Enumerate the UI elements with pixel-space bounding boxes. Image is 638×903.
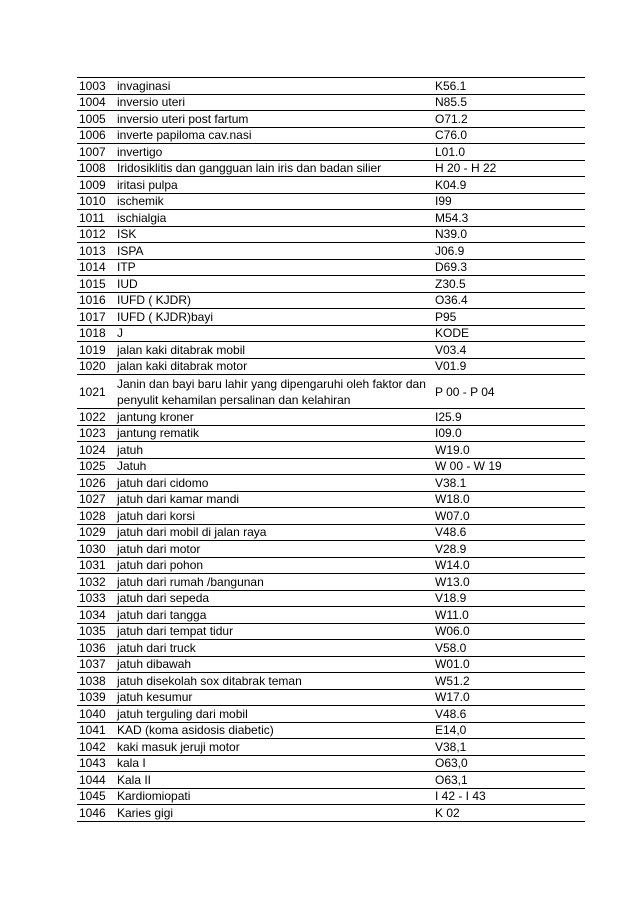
icd-code: W 00 - W 19 [431,458,585,475]
icd-code: N85.5 [431,94,585,111]
icd-code: P95 [431,309,585,326]
diagnosis-term: jatuh [113,442,431,459]
diagnosis-term-text: Janin dan bayi baru lahir yang dipengaruhi oleh faktor dan penyulit kehamilan persalinan dan kelahiran [117,376,426,407]
table-row [77,325,585,342]
diagnosis-term: jatuh disekolah sox ditabrak teman [113,673,431,690]
table-row [77,508,585,525]
row-number: 1016 [77,292,113,309]
row-number: 1014 [77,259,113,276]
icd-code: C76.0 [431,127,585,144]
table-row [77,673,585,690]
diagnosis-term: IUD [113,276,431,293]
diagnosis-term: jatuh dari kamar mandi [113,491,431,508]
table-row [77,623,585,640]
table-row [77,706,585,723]
icd-code: D69.3 [431,259,585,276]
row-number: 1020 [77,358,113,375]
table-row [77,557,585,574]
row-number: 1037 [77,656,113,673]
table-row [77,276,585,293]
diagnosis-term: iritasi pulpa [113,177,431,194]
table-row [77,144,585,161]
table-row [77,541,585,558]
row-number: 1007 [77,144,113,161]
icd-code: V28.9 [431,541,585,558]
table-row [77,127,585,144]
icd-code: W11.0 [431,607,585,624]
row-number: 1005 [77,111,113,128]
row-number: 1033 [77,590,113,607]
row-number: 1045 [77,788,113,805]
table-row [77,607,585,624]
row-number: 1038 [77,673,113,690]
row-number: 1031 [77,557,113,574]
row-number: 1009 [77,177,113,194]
table-row [77,772,585,789]
table-row [77,689,585,706]
row-number: 1046 [77,805,113,822]
row-number: 1021 [77,375,113,409]
row-number: 1036 [77,640,113,657]
diagnosis-term: ischemik [113,193,431,210]
icd-code: W13.0 [431,574,585,591]
diagnosis-term: IUFD ( KJDR) [113,292,431,309]
icd-code: KODE [431,325,585,342]
row-number: 1018 [77,325,113,342]
table-row [77,491,585,508]
diagnosis-term: kala I [113,755,431,772]
icd-code: L01.0 [431,144,585,161]
icd-code: I99 [431,193,585,210]
row-number: 1029 [77,524,113,541]
row-number: 1013 [77,243,113,260]
table-row [77,358,585,375]
table-row [77,342,585,359]
diagnosis-code-table [77,77,585,822]
diagnosis-term: Kardiomiopati [113,788,431,805]
diagnosis-term: kaki masuk jeruji motor [113,739,431,756]
table-row [77,656,585,673]
table-row [77,590,585,607]
diagnosis-term: jantung kroner [113,409,431,426]
icd-code: W01.0 [431,656,585,673]
icd-code: K04.9 [431,177,585,194]
table-row [77,210,585,227]
diagnosis-term: jatuh dari tempat tidur [113,623,431,640]
icd-code: I25.9 [431,409,585,426]
row-number: 1019 [77,342,113,359]
icd-code: W07.0 [431,508,585,525]
icd-code: M54.3 [431,210,585,227]
icd-code: V58.0 [431,640,585,657]
diagnosis-term: invertigo [113,144,431,161]
icd-code: V01.9 [431,358,585,375]
table-row [77,309,585,326]
diagnosis-term: Iridosiklitis dan gangguan lain iris dan badan silier [113,160,431,177]
icd-code: W51.2 [431,673,585,690]
table-row [77,755,585,772]
diagnosis-term: jatuh dari truck [113,640,431,657]
icd-code: Z30.5 [431,276,585,293]
row-number: 1039 [77,689,113,706]
row-number: 1011 [77,210,113,227]
icd-code: K56.1 [431,78,585,95]
table-row [77,259,585,276]
icd-code: V38,1 [431,739,585,756]
icd-code: K 02 [431,805,585,822]
icd-code: V03.4 [431,342,585,359]
row-number: 1023 [77,425,113,442]
row-number: 1035 [77,623,113,640]
diagnosis-term: jantung rematik [113,425,431,442]
table-row [77,425,585,442]
table-row [77,458,585,475]
icd-code: O36.4 [431,292,585,309]
icd-code: J06.9 [431,243,585,260]
table-row [77,475,585,492]
diagnosis-term: jalan kaki ditabrak motor [113,358,431,375]
diagnosis-term: ISK [113,226,431,243]
table-row [77,292,585,309]
diagnosis-term: jatuh dari korsi [113,508,431,525]
row-number: 1032 [77,574,113,591]
table-row [77,524,585,541]
table-row [77,805,585,822]
diagnosis-term: inversio uteri post fartum [113,111,431,128]
icd-code: E14,0 [431,722,585,739]
table-row [77,442,585,459]
table-row [77,226,585,243]
diagnosis-term: jatuh dari motor [113,541,431,558]
row-number: 1006 [77,127,113,144]
icd-code: I 42 - I 43 [431,788,585,805]
diagnosis-term: jatuh dari cidomo [113,475,431,492]
row-number: 1034 [77,607,113,624]
table-row [77,111,585,128]
diagnosis-term: jatuh dari pohon [113,557,431,574]
icd-code: O63,1 [431,772,585,789]
diagnosis-term: ISPA [113,243,431,260]
diagnosis-term: inverte papiloma cav.nasi [113,127,431,144]
table-row [77,574,585,591]
table-body [77,78,585,822]
icd-code: W06.0 [431,623,585,640]
diagnosis-term: jatuh terguling dari mobil [113,706,431,723]
icd-code: O63,0 [431,755,585,772]
icd-code: P 00 - P 04 [431,375,585,409]
icd-code: O71.2 [431,111,585,128]
icd-code: W18.0 [431,491,585,508]
icd-code: V18.9 [431,590,585,607]
icd-code: W14.0 [431,557,585,574]
diagnosis-term: jalan kaki ditabrak mobil [113,342,431,359]
row-number: 1012 [77,226,113,243]
icd-code: V38.1 [431,475,585,492]
icd-code: W19.0 [431,442,585,459]
diagnosis-term: inversio uteri [113,94,431,111]
row-number: 1025 [77,458,113,475]
icd-code: V48.6 [431,706,585,723]
table-row [77,193,585,210]
row-number: 1004 [77,94,113,111]
row-number: 1022 [77,409,113,426]
table-row [77,160,585,177]
table-row [77,722,585,739]
table-row [77,375,585,409]
diagnosis-term: Karies gigi [113,805,431,822]
icd-code: I09.0 [431,425,585,442]
table-row [77,788,585,805]
row-number: 1027 [77,491,113,508]
row-number: 1043 [77,755,113,772]
table-row [77,94,585,111]
row-number: 1003 [77,78,113,95]
row-number: 1041 [77,722,113,739]
row-number: 1044 [77,772,113,789]
diagnosis-term: jatuh dari sepeda [113,590,431,607]
row-number: 1026 [77,475,113,492]
code-table [77,77,585,822]
diagnosis-term: Kala II [113,772,431,789]
diagnosis-term [113,375,431,409]
diagnosis-term: KAD (koma asidosis diabetic) [113,722,431,739]
diagnosis-term: jatuh dari tangga [113,607,431,624]
table-row [77,78,585,95]
row-number: 1010 [77,193,113,210]
diagnosis-term: jatuh dari mobil di jalan raya [113,524,431,541]
row-number: 1008 [77,160,113,177]
table-row [77,177,585,194]
icd-code: W17.0 [431,689,585,706]
diagnosis-term: ITP [113,259,431,276]
diagnosis-term: J [113,325,431,342]
diagnosis-term: IUFD ( KJDR)bayi [113,309,431,326]
diagnosis-term: jatuh dibawah [113,656,431,673]
diagnosis-term: invaginasi [113,78,431,95]
row-number: 1042 [77,739,113,756]
row-number: 1017 [77,309,113,326]
row-number: 1040 [77,706,113,723]
icd-code: N39.0 [431,226,585,243]
table-row [77,640,585,657]
row-number: 1024 [77,442,113,459]
icd-code: H 20 - H 22 [431,160,585,177]
diagnosis-term: Jatuh [113,458,431,475]
table-row [77,243,585,260]
row-number: 1028 [77,508,113,525]
table-row [77,739,585,756]
table-row [77,409,585,426]
row-number: 1030 [77,541,113,558]
diagnosis-term: jatuh kesumur [113,689,431,706]
diagnosis-term: ischialgia [113,210,431,227]
diagnosis-term: jatuh dari rumah /bangunan [113,574,431,591]
icd-code: V48.6 [431,524,585,541]
row-number: 1015 [77,276,113,293]
